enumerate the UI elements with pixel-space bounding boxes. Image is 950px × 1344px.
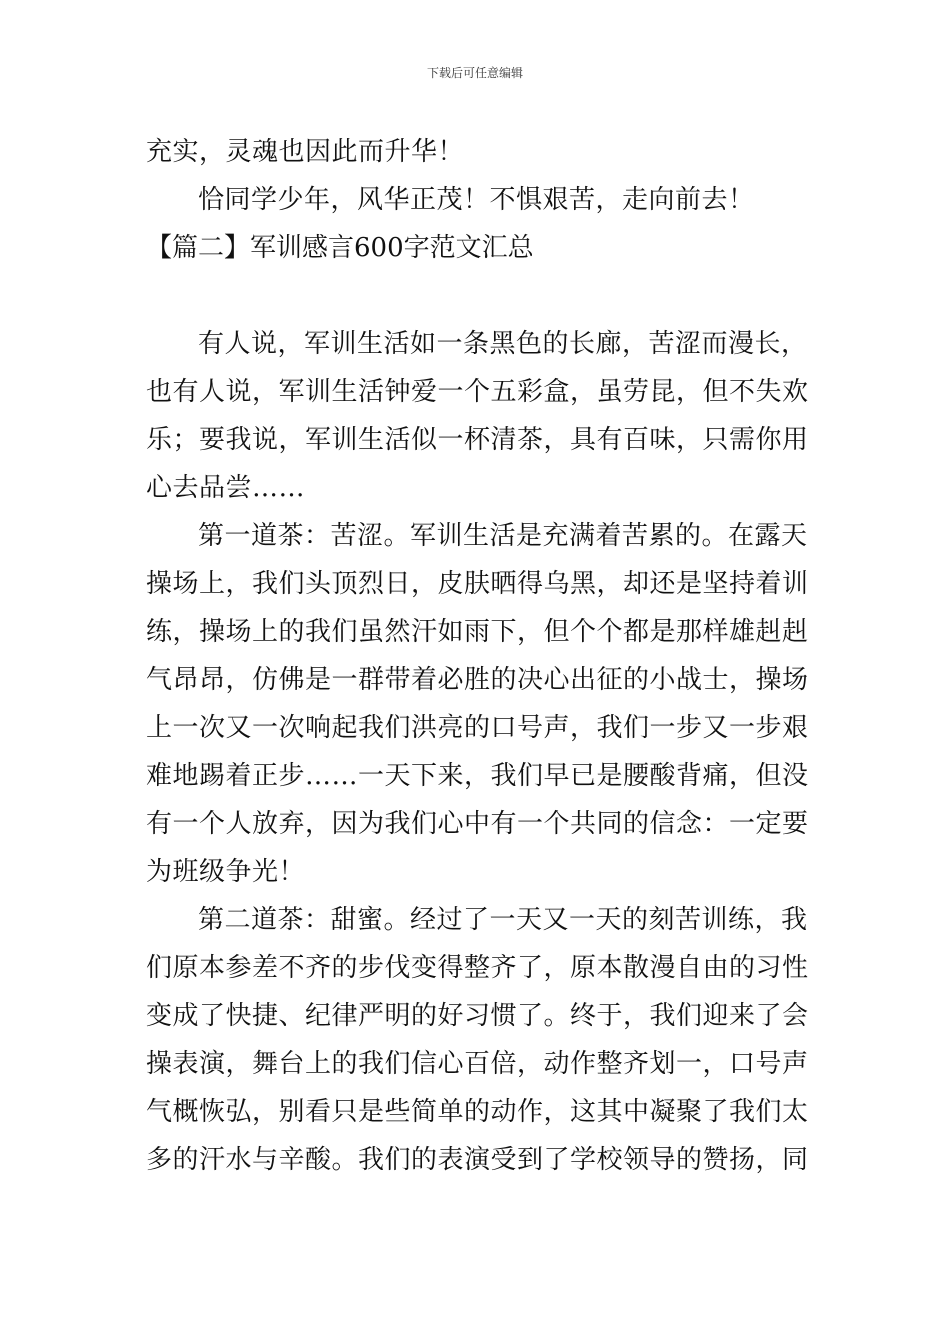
text-line: 难地踢着正步……一天下来，我们早已是腰酸背痛，但没: [146, 761, 809, 791]
text-line: 多的汗水与辛酸。我们的表演受到了学校领导的赞扬，同: [146, 1145, 809, 1175]
blank-space: [146, 272, 810, 320]
text-line: 练，操场上的我们虽然汗如雨下，但个个都是那样雄赳赳: [146, 617, 809, 647]
text-line: 也有人说，军训生活钟爱一个五彩盒，虽劳昆，但不失欢: [146, 377, 809, 407]
text-line: 操场上，我们头顶烈日，皮肤晒得乌黑，却还是坚持着训: [146, 569, 809, 599]
paragraph-first-line: 有人说，军训生活如一条黑色的长廊，苦涩而漫长，: [198, 329, 808, 359]
text-line: 变成了快捷、纪律严明的好习惯了。终于，我们迎来了会: [146, 1001, 809, 1031]
text-line: 充实，灵魂也因此而升华！: [146, 137, 465, 167]
text-line: 心去品尝……: [146, 473, 306, 503]
text-line: 为班级争光！: [146, 857, 306, 887]
text-line: 上一次又一次响起我们洪亮的口号声，我们一步又一步艰: [146, 713, 809, 743]
text-line: 气昂昂，仿佛是一群带着必胜的决心出征的小战士，操场: [146, 665, 809, 695]
text-line: 恰同学少年，风华正茂！不惧艰苦，走向前去！: [198, 185, 755, 215]
paragraph-first-line: 第一道茶：苦涩。军训生活是充满着苦累的。在露天: [198, 521, 808, 551]
page-header: 下载后可任意编辑: [426, 66, 523, 80]
text-line: 气概恢弘，别看只是些简单的动作，这其中凝聚了我们太: [146, 1097, 809, 1127]
section-heading: 【篇二】军训感言600字范文汇总: [146, 233, 534, 263]
text-line: 们原本参差不齐的步伐变得整齐了，原本散漫自由的习性: [146, 953, 809, 983]
text-line: 操表演，舞台上的我们信心百倍，动作整齐划一，口号声: [146, 1049, 809, 1079]
paragraph-first-line: 第二道茶：甜蜜。经过了一天又一天的刻苦训练，我: [198, 905, 808, 935]
text-line: 有一个人放弃，因为我们心中有一个共同的信念：一定要: [146, 809, 809, 839]
document-body: [146, 128, 810, 1184]
text-line: 乐；要我说，军训生活似一杯清茶，具有百味，只需你用: [146, 425, 809, 455]
